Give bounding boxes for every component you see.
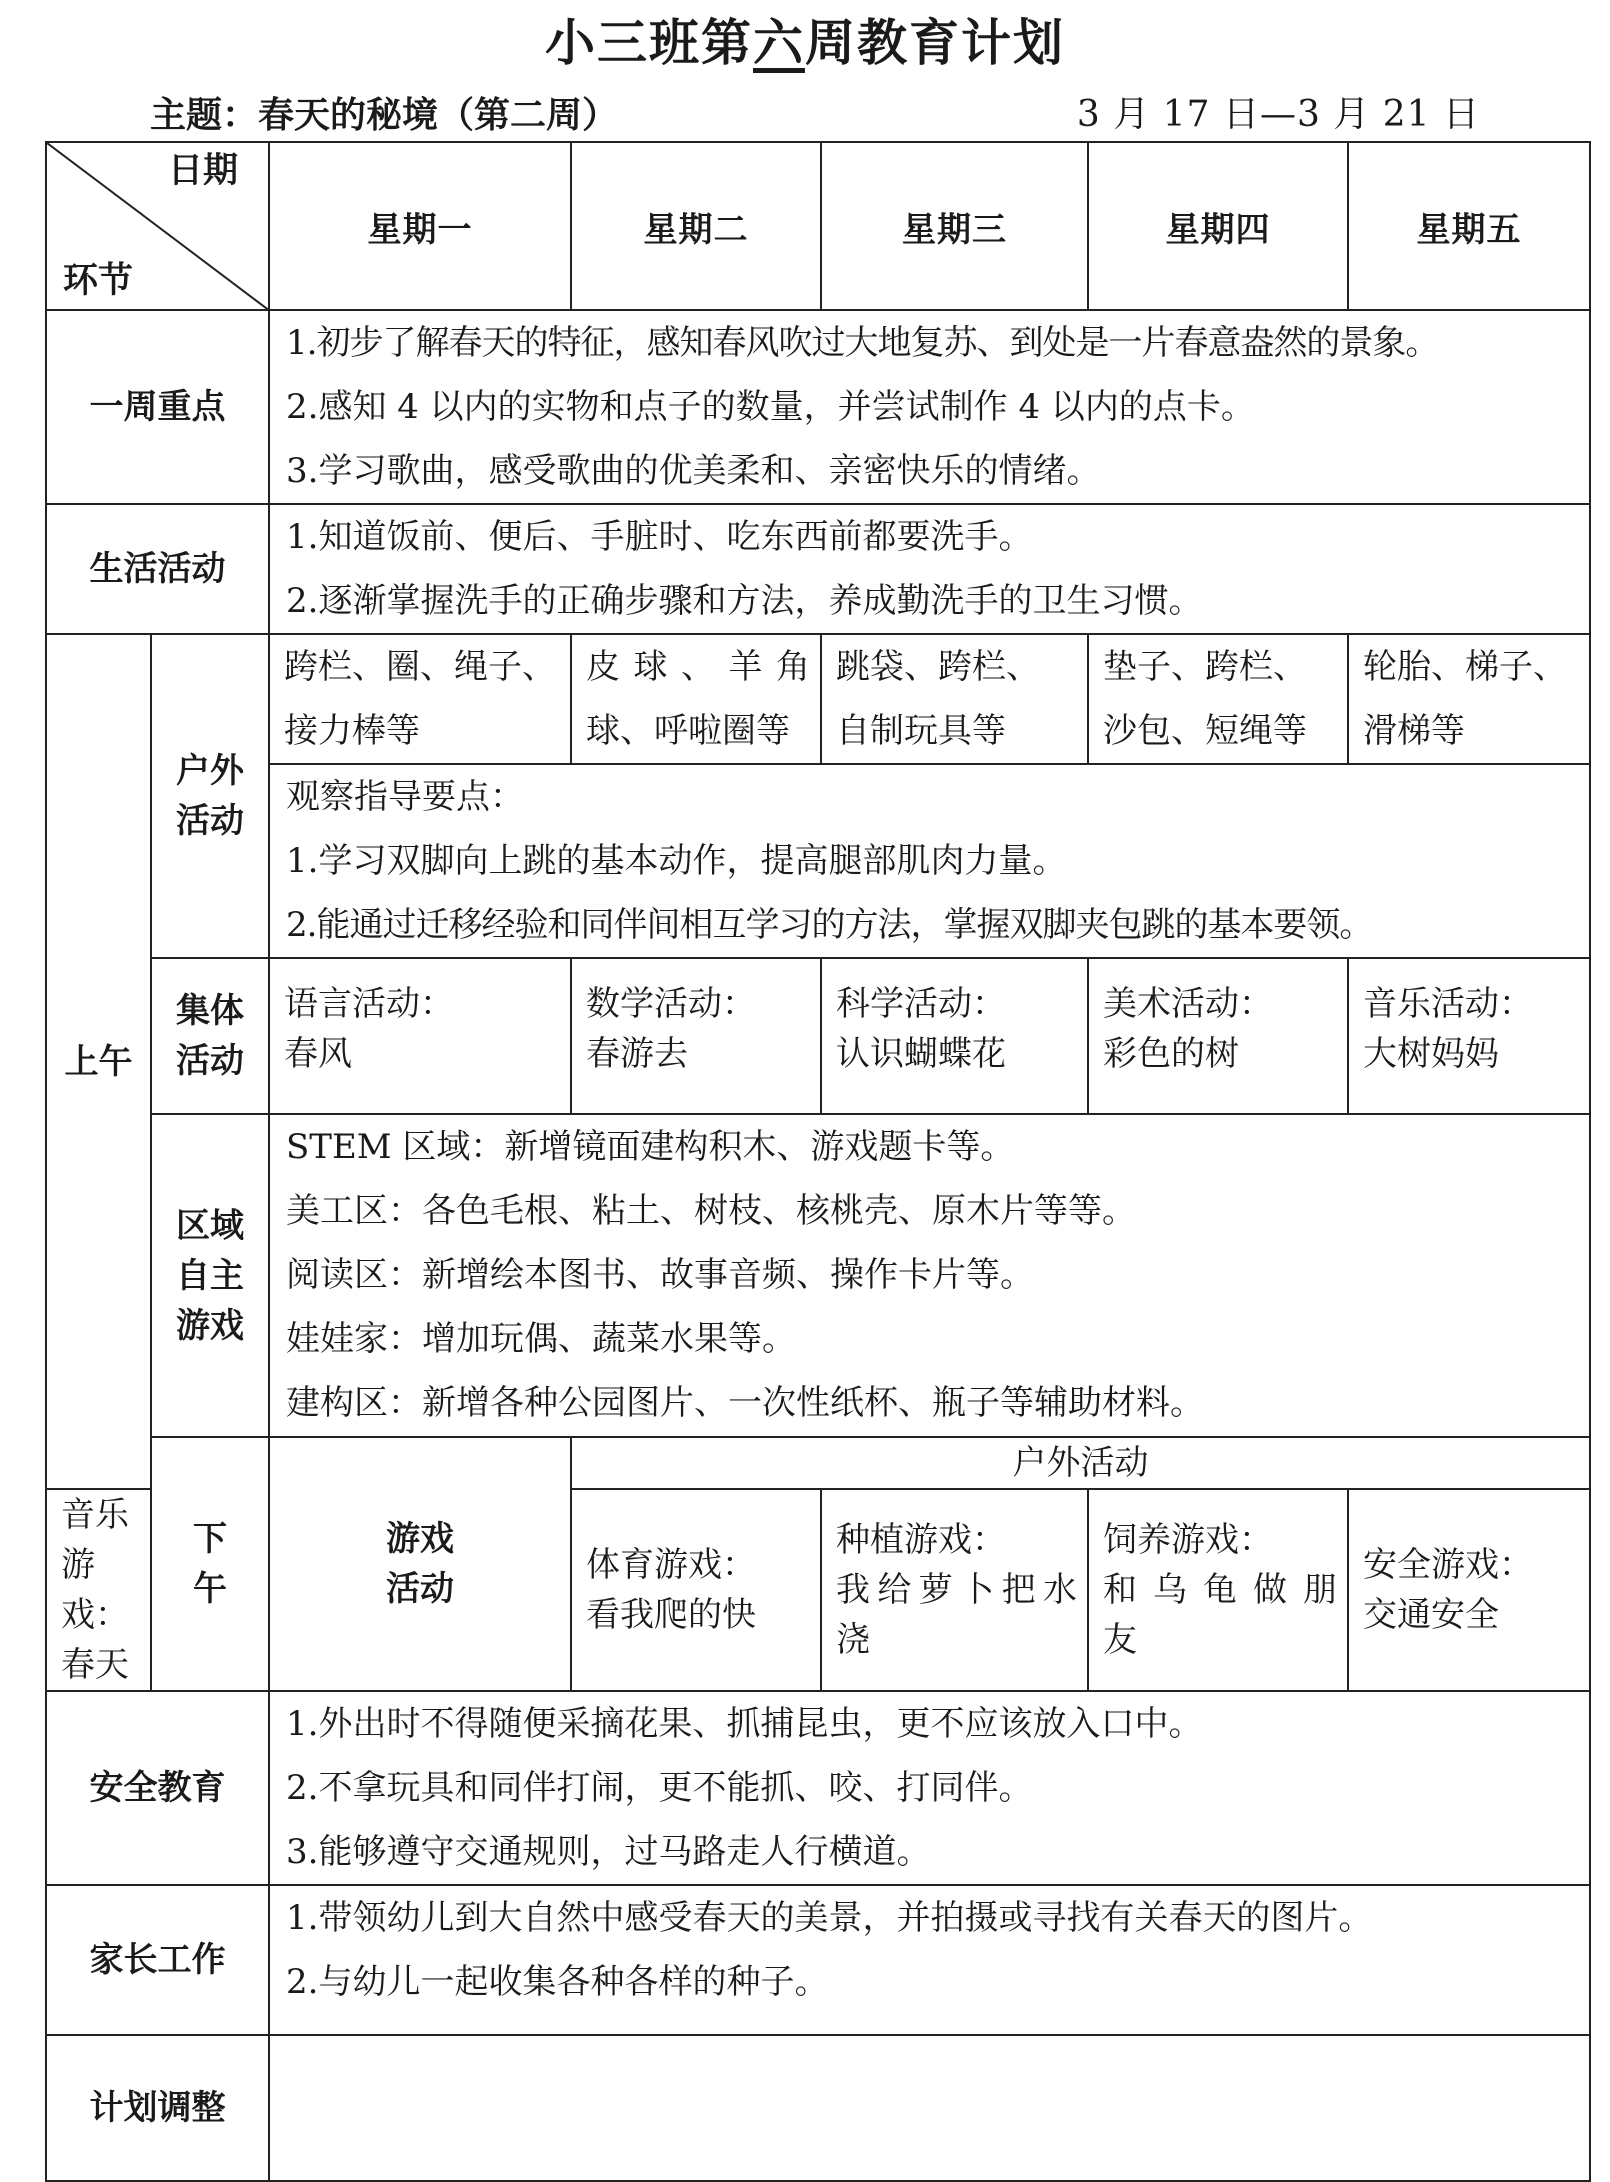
day-tuesday: 星期二 [571,142,821,310]
subheading [150,90,1480,140]
safety-label: 安全教育 [46,1691,269,1885]
week-number: 六 [753,13,805,72]
outdoor-materials-thursday: 垫子、跨栏、 沙包、短绳等 [1088,634,1348,764]
adjust-row [46,2035,1590,2181]
group-activity-thursday: 美术活动： 彩色的树 [1088,958,1348,1114]
group-activity-label: 集体 活动 [151,958,269,1114]
list-item: 2.不拿玩具和同伴打闹，更不能抓、咬、打同伴。 [286,1768,1033,1808]
life-label: 生活活动 [46,504,269,634]
list-item: 1.初步了解春天的特征，感知春风吹过大地复苏、到处是一片春意盎然的景象。 [286,323,1439,363]
header-row [46,142,1590,310]
morning-label: 上午 [46,634,151,1489]
plan-table [45,141,1591,2182]
outdoor-materials-friday: 轮胎、梯子、 滑梯等 [1348,634,1590,764]
adjust-content[interactable] [269,2035,1590,2181]
weekly-focus-label: 一周重点 [46,310,269,504]
group-activity-tuesday: 数学活动： 春游去 [571,958,821,1114]
parents-row [46,1885,1590,2035]
list-item: 3.学习歌曲，感受歌曲的优美柔和、亲密快乐的情绪。 [286,451,1101,491]
list-item: 娃娃家：增加玩偶、蔬菜水果等。 [286,1319,796,1359]
section-header-label: 环节 [63,260,134,301]
group-activity-wednesday: 科学活动： 认识蝴蝶花 [821,958,1088,1114]
list-item: 1.带领幼儿到大自然中感受春天的美景，并拍摄或寻找有关春天的图片。 [286,1898,1373,1938]
area-play-label: 区域 自主 游戏 [151,1114,269,1437]
date-header-label: 日期 [167,150,238,191]
outdoor-materials-tuesday: 皮球、羊角 球、呼啦圈等 [571,634,821,764]
afternoon-label: 下 午 [151,1437,269,1691]
parents-label: 家长工作 [46,1885,269,2035]
safety-content [269,1691,1590,1885]
page-title: 小三班第六周教育计划 [545,13,1065,72]
list-item: 2.与幼儿一起收集各种各样的种子。 [286,1962,829,2002]
theme-text: 主题：春天的秘境（第二周） [150,94,619,136]
outdoor-label: 户外 活动 [151,634,269,958]
afternoon-outdoor-heading: 户外活动 [571,1437,1590,1489]
game-wednesday: 种植游戏： 我给萝卜把水 浇 [821,1489,1088,1691]
outdoor-materials-row [46,634,1590,764]
outdoor-materials-monday: 跨栏、圈、绳子、 接力棒等 [269,634,571,764]
group-activity-monday: 语言活动： 春风 [269,958,571,1114]
day-wednesday: 星期三 [821,142,1088,310]
safety-row [46,1691,1590,1885]
game-thursday: 饲养游戏： 和乌龟做朋 友 [1088,1489,1348,1691]
list-item: 2.逐渐掌握洗手的正确步骤和方法，养成勤洗手的卫生习惯。 [286,581,1203,621]
life-content [269,504,1590,634]
day-thursday: 星期四 [1088,142,1348,310]
adjust-label: 计划调整 [46,2035,269,2181]
corner-cell [46,142,269,310]
area-play-content [269,1114,1590,1437]
date-range: 3 月 17 日—3 月 21 日 [1076,94,1480,135]
day-monday: 星期一 [269,142,571,310]
group-activity-friday: 音乐活动： 大树妈妈 [1348,958,1590,1114]
list-item: 1.知道饭前、便后、手脏时、吃东西前都要洗手。 [286,517,1033,557]
weekly-focus-content [269,310,1590,504]
life-row [46,504,1590,634]
game-friday: 安全游戏： 交通安全 [1348,1489,1590,1691]
list-item: 观察指导要点： [286,777,524,817]
list-item: STEM 区域：新增镜面建构积木、游戏题卡等。 [286,1127,1015,1167]
list-item: 1.外出时不得随便采摘花果、抓捕昆虫，更不应该放入口中。 [286,1704,1203,1744]
parents-content [269,1885,1590,2035]
list-item: 建构区：新增各种公园图片、一次性纸杯、瓶子等辅助材料。 [286,1383,1204,1423]
outdoor-guide-content [269,764,1590,958]
day-friday: 星期五 [1348,142,1590,310]
group-activity-row [46,958,1590,1114]
afternoon-outdoor-row [46,1437,1590,1489]
weekly-focus-row [46,310,1590,504]
game-activity-label: 游戏 活动 [269,1437,571,1691]
list-item: 2.感知 4 以内的实物和点子的数量，并尝试制作 4 以内的点卡。 [286,387,1255,427]
outdoor-materials-wednesday: 跳袋、跨栏、 自制玩具等 [821,634,1088,764]
list-item: 美工区：各色毛根、粘土、树枝、核桃壳、原木片等等。 [286,1191,1136,1231]
outdoor-guide-row [46,764,1590,958]
game-monday: 音乐游戏： 春天 [46,1489,151,1691]
list-item: 阅读区：新增绘本图书、故事音频、操作卡片等。 [286,1255,1034,1295]
list-item: 3.能够遵守交通规则，过马路走人行横道。 [286,1832,931,1872]
list-item: 2.能通过迁移经验和同伴间相互学习的方法，掌握双脚夹包跳的基本要领。 [286,905,1373,945]
game-tuesday: 体育游戏： 看我爬的快 [571,1489,821,1691]
area-play-row [46,1114,1590,1437]
list-item: 1.学习双脚向上跳的基本动作，提高腿部肌肉力量。 [286,841,1067,881]
